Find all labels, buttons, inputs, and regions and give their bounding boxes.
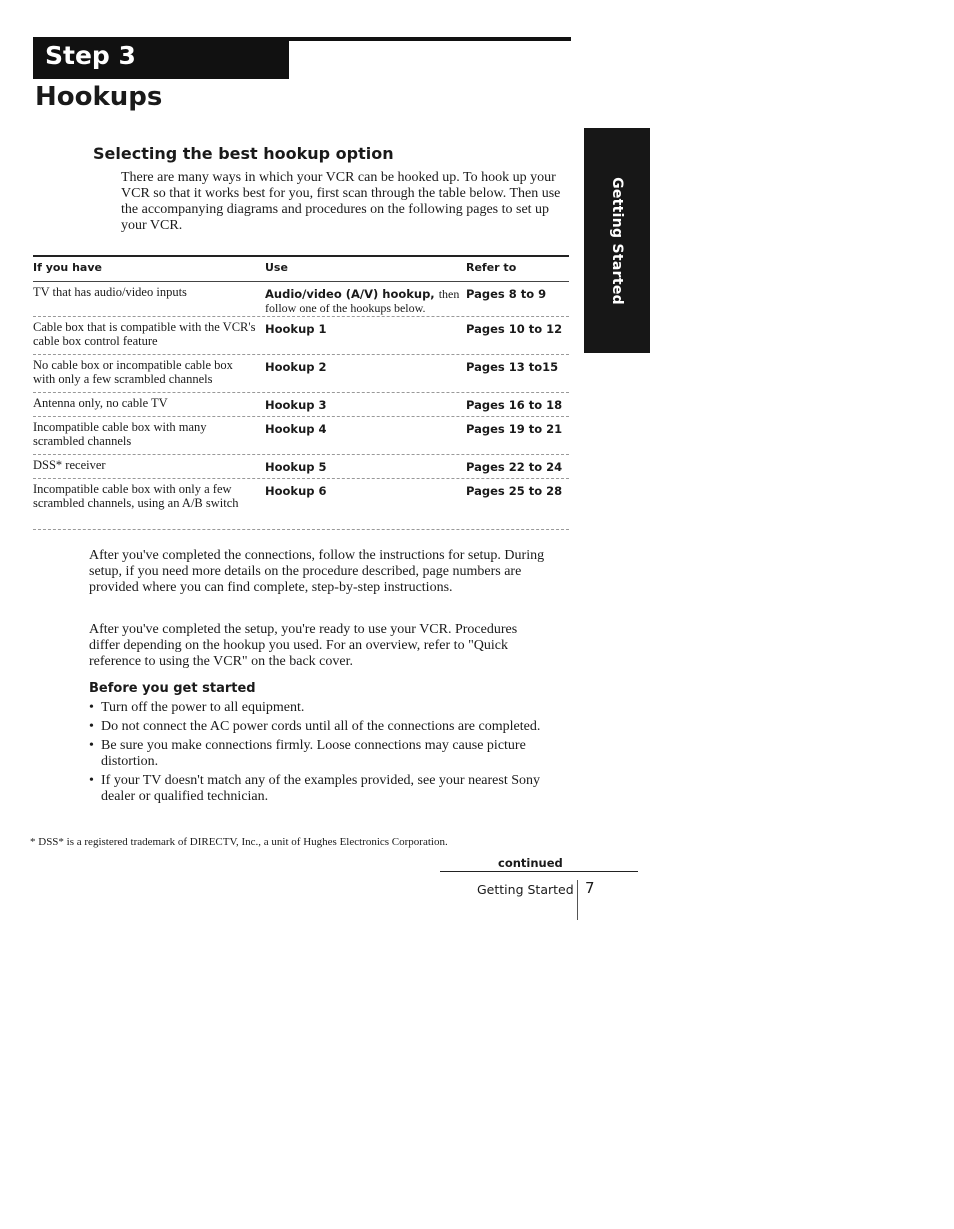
before-list — [89, 700, 559, 808]
cell-have: Incompatible cable box with only a few scrambled channels, using an A/B switch — [33, 482, 239, 510]
cell-have: Antenna only, no cable TV — [33, 396, 168, 410]
bullet-icon: • — [89, 700, 94, 715]
header-if-you-have: If you have — [33, 261, 102, 274]
table-row — [33, 282, 569, 317]
cell-use: Hookup 5 — [265, 460, 327, 474]
continued-label: continued — [498, 856, 563, 870]
step-banner — [33, 37, 289, 79]
cell-have: Cable box that is compatible with the VCR's cable box control feature — [33, 320, 256, 348]
list-item: • Turn off the power to all equipment. — [89, 700, 305, 715]
cell-use: Hookup 1 — [265, 322, 327, 336]
table-row — [33, 317, 569, 355]
page-number: 7 — [585, 879, 595, 897]
step-label: Step 3 — [45, 41, 136, 70]
table-row — [33, 355, 569, 393]
table-row — [33, 393, 569, 417]
header-refer-to: Refer to — [466, 261, 517, 274]
table-row — [33, 479, 569, 530]
list-item: • Do not connect the AC power cords until all of the connections are completed. — [89, 719, 541, 734]
footer-section-label: Getting Started — [477, 882, 574, 897]
cell-have: DSS* receiver — [33, 458, 106, 472]
cell-use: Hookup 2 — [265, 360, 327, 374]
cell-use: Hookup 6 — [265, 484, 327, 498]
cell-refer: Pages 25 to 28 — [466, 484, 563, 498]
cell-refer: Pages 16 to 18 — [466, 398, 563, 412]
footnote: * DSS* is a registered trademark of DIRECTV, Inc., a unit of Hughes Electronics Corporation. — [30, 836, 448, 848]
cell-refer: Pages 13 to15 — [466, 360, 559, 374]
side-tab — [584, 128, 650, 353]
cell-have: TV that has audio/video inputs — [33, 285, 187, 299]
cell-refer: Pages 8 to 9 — [466, 287, 547, 301]
table-header-row — [33, 257, 569, 282]
header-rule — [289, 37, 571, 41]
list-item: • Be sure you make connections firmly. Loose connections may cause picture distortion. — [89, 738, 526, 769]
bullet-icon: • — [89, 773, 94, 788]
bullet-icon: • — [89, 738, 94, 753]
footer-separator — [577, 880, 578, 920]
cell-use: Hookup 4 — [265, 422, 327, 436]
after-paragraph-1: After you've completed the connections, follow the instructions for setup. During setup, if you need more details on the procedure described, page numbers are provided where you can find complete, step-by-step instructions. — [89, 548, 545, 595]
cell-have: Incompatible cable box with many scrambled channels — [33, 420, 207, 448]
table-row — [33, 417, 569, 455]
page-title: Hookups — [35, 82, 163, 112]
cell-use: Hookup 3 — [265, 398, 327, 412]
cell-refer: Pages 10 to 12 — [466, 322, 563, 336]
header-use: Use — [265, 261, 288, 274]
intro-paragraph: There are many ways in which your VCR can be hooked up. To hook up your VCR so that it works best for you, first scan through the table below. Then use the accompanying diagrams and procedures on the following pages to set up your VCR. — [121, 170, 561, 233]
after-paragraph-2: After you've completed the setup, you're ready to use your VCR. Procedures differ depending on the hookup you used. For an overview, refer to "Quick reference to using the VCR" on the back cover. — [89, 622, 518, 669]
side-tab-label: Getting Started — [609, 176, 625, 305]
cell-refer: Pages 22 to 24 — [466, 460, 563, 474]
table-row — [33, 455, 569, 479]
cell-use: Audio/video (A/V) hookup, then follow one of the hookups below. — [265, 287, 460, 315]
cell-have: No cable box or incompatible cable box with only a few scrambled channels — [33, 358, 233, 386]
section-heading: Selecting the best hookup option — [93, 144, 394, 163]
footer-rule — [440, 871, 638, 872]
list-item: • If your TV doesn't match any of the examples provided, see your nearest Sony dealer or qualified technician. — [89, 773, 541, 804]
bullet-icon: • — [89, 719, 94, 734]
hookup-table — [33, 255, 569, 530]
before-heading: Before you get started — [89, 681, 256, 696]
cell-refer: Pages 19 to 21 — [466, 422, 563, 436]
